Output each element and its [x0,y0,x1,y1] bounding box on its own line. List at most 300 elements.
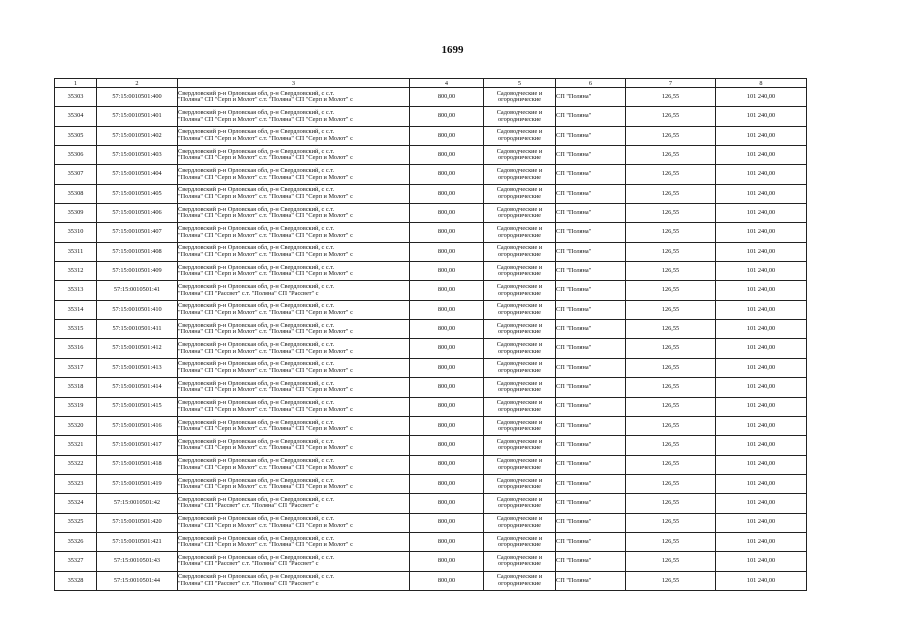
area-value: 800,00 [410,397,484,416]
unit-price: 126,55 [626,107,716,126]
row-number: 35304 [55,107,97,126]
land-use-line-2: огороднические [498,425,541,433]
total-value: 101 240,00 [716,223,807,242]
table-row [55,281,807,300]
unit-price: 126,55 [626,320,716,339]
land-use-line-2: огороднические [498,192,541,200]
land-use-cell [484,223,556,242]
land-use-line-1: Садоводческие и [496,283,543,291]
land-use-line-1: Садоводческие и [496,302,543,310]
row-number: 35318 [55,378,97,397]
address-line-1: Свердловский р-н Орловская обл, р-н Свердловский, с с.т. [178,167,335,175]
total-value: 101 240,00 [716,532,807,551]
address-cell [178,474,410,493]
unit-price: 126,55 [626,552,716,571]
address-cell [178,262,410,281]
unit-price: 126,55 [626,358,716,377]
land-use-line-1: Садоводческие и [496,205,543,213]
table-row [55,242,807,261]
address-line-2: "Поляна" СП "Серп и Молот" с.т. "Поляна" СП "Серп и Молот" с [178,425,353,433]
area-value: 800,00 [410,455,484,474]
land-use-line-2: огороднические [498,173,541,181]
address-line-1: Свердловский р-н Орловская обл, р-н Свердловский, с с.т. [178,379,335,387]
cadastral-number: 57:15:0010501:419 [97,474,178,493]
address-line-1: Свердловский р-н Орловская обл, р-н Свердловский, с с.т. [178,553,335,561]
address-cell [178,242,410,261]
table-row [55,126,807,145]
land-use-line-2: огороднические [498,386,541,394]
land-use-cell [484,571,556,590]
address-line-1: Свердловский р-н Орловская обл, р-н Свердловский, с с.т. [178,147,335,155]
address-line-1: Свердловский р-н Орловская обл, р-н Свердловский, с с.т. [178,399,335,407]
land-use-line-2: огороднические [498,560,541,568]
total-value: 101 240,00 [716,455,807,474]
address-line-1: Свердловский р-н Орловская обл, р-н Свердловский, с с.т. [178,225,335,233]
land-use-line-2: огороднические [498,541,541,549]
land-use-line-2: огороднические [498,115,541,123]
total-value: 101 240,00 [716,416,807,435]
land-use-line-1: Садоводческие и [496,186,543,194]
address-line-2: "Поляна" СП "Серп и Молот" с.т. "Поляна" СП "Серп и Молот" с [178,192,353,200]
area-value: 800,00 [410,552,484,571]
owner-value: СП "Поляна" [556,532,626,551]
total-value: 101 240,00 [716,126,807,145]
land-use-cell [484,262,556,281]
table-row [55,204,807,223]
owner-value: СП "Поляна" [556,300,626,319]
address-line-2: "Поляна" СП "Серп и Молот" с.т. "Поляна" СП "Серп и Молот" с [178,541,353,549]
table-row [55,378,807,397]
address-line-1: Свердловский р-н Орловская обл, р-н Свердловский, с с.т. [178,437,335,445]
address-cell [178,513,410,532]
area-value: 800,00 [410,416,484,435]
land-use-cell [484,320,556,339]
table-row [55,513,807,532]
address-line-2: "Поляна" СП "Рассвет" с.т. "Поляна" СП "Рассвет" с [178,289,319,297]
owner-value: СП "Поляна" [556,436,626,455]
owner-value: СП "Поляна" [556,88,626,107]
land-use-cell [484,184,556,203]
area-value: 800,00 [410,262,484,281]
row-number: 35312 [55,262,97,281]
address-line-1: Свердловский р-н Орловская обл, р-н Свердловский, с с.т. [178,341,335,349]
cadastral-number: 57:15:0010501:44 [97,571,178,590]
column-header: 3 [178,79,410,88]
unit-price: 126,55 [626,378,716,397]
row-number: 35320 [55,416,97,435]
row-number: 35308 [55,184,97,203]
unit-price: 126,55 [626,494,716,513]
owner-value: СП "Поляна" [556,455,626,474]
owner-value: СП "Поляна" [556,165,626,184]
address-line-2: "Поляна" СП "Серп и Молот" с.т. "Поляна" СП "Серп и Молот" с [178,173,353,181]
land-use-cell [484,397,556,416]
cadastral-number: 57:15:0010501:411 [97,320,178,339]
unit-price: 126,55 [626,339,716,358]
land-use-line-2: огороднические [498,328,541,336]
land-use-line-2: огороднические [498,289,541,297]
address-line-2: "Поляна" СП "Серп и Молот" с.т. "Поляна" СП "Серп и Молот" с [178,405,353,413]
row-number: 35310 [55,223,97,242]
cadastral-number: 57:15:0010501:413 [97,358,178,377]
owner-value: СП "Поляна" [556,242,626,261]
address-cell [178,494,410,513]
address-line-2: "Поляна" СП "Рассвет" с.т. "Поляна" СП "Рассвет" с [178,579,319,587]
owner-value: СП "Поляна" [556,146,626,165]
row-number: 35316 [55,339,97,358]
owner-value: СП "Поляна" [556,184,626,203]
row-number: 35309 [55,204,97,223]
address-line-2: "Поляна" СП "Серп и Молот" с.т. "Поляна" СП "Серп и Молот" с [178,250,353,258]
land-use-line-2: огороднические [498,483,541,491]
row-number: 35325 [55,513,97,532]
address-line-1: Свердловский р-н Орловская обл, р-н Свердловский, с с.т. [178,360,335,368]
unit-price: 126,55 [626,281,716,300]
total-value: 101 240,00 [716,146,807,165]
table-row [55,88,807,107]
row-number: 35327 [55,552,97,571]
land-use-cell [484,436,556,455]
total-value: 101 240,00 [716,571,807,590]
table-row [55,552,807,571]
unit-price: 126,55 [626,223,716,242]
cadastral-number: 57:15:0010501:412 [97,339,178,358]
table-row [55,436,807,455]
land-use-line-2: огороднические [498,134,541,142]
land-use-cell [484,107,556,126]
land-use-line-1: Садоводческие и [496,534,543,542]
land-use-cell [484,339,556,358]
address-cell [178,339,410,358]
land-use-cell [484,204,556,223]
address-line-2: "Поляна" СП "Серп и Молот" с.т. "Поляна" СП "Серп и Молот" с [178,521,353,529]
cadastral-number: 57:15:0010501:402 [97,126,178,145]
row-number: 35322 [55,455,97,474]
land-use-line-2: огороднические [498,212,541,220]
page-number: 1699 [441,44,464,56]
table-row [55,300,807,319]
address-cell [178,455,410,474]
cadastral-number: 57:15:0010501:416 [97,416,178,435]
owner-value: СП "Поляна" [556,281,626,300]
address-line-2: "Поляна" СП "Серп и Молот" с.т. "Поляна" СП "Серп и Молот" с [178,115,353,123]
area-value: 800,00 [410,474,484,493]
area-value: 800,00 [410,532,484,551]
unit-price: 126,55 [626,242,716,261]
land-use-line-1: Садоводческие и [496,147,543,155]
land-use-cell [484,532,556,551]
table-row [55,107,807,126]
area-value: 800,00 [410,223,484,242]
unit-price: 126,55 [626,146,716,165]
unit-price: 126,55 [626,571,716,590]
land-use-line-2: огороднические [498,579,541,587]
land-use-cell [484,474,556,493]
address-line-2: "Поляна" СП "Серп и Молот" с.т. "Поляна" СП "Серп и Молот" с [178,386,353,394]
unit-price: 126,55 [626,88,716,107]
area-value: 800,00 [410,513,484,532]
land-use-line-2: огороднические [498,521,541,529]
area-value: 800,00 [410,204,484,223]
row-number: 35303 [55,88,97,107]
area-value: 800,00 [410,184,484,203]
land-use-line-2: огороднические [498,96,541,104]
cadastral-number: 57:15:0010501:418 [97,455,178,474]
owner-value: СП "Поляна" [556,262,626,281]
land-use-line-1: Садоводческие и [496,89,543,97]
cadastral-number: 57:15:0010501:404 [97,165,178,184]
table-row [55,358,807,377]
land-use-cell [484,494,556,513]
land-use-line-1: Садоводческие и [496,437,543,445]
row-number: 35324 [55,494,97,513]
area-value: 800,00 [410,571,484,590]
land-use-cell [484,358,556,377]
cadastral-number: 57:15:0010501:406 [97,204,178,223]
area-value: 800,00 [410,107,484,126]
cadastral-number: 57:15:0010501:409 [97,262,178,281]
area-value: 800,00 [410,88,484,107]
land-use-line-2: огороднические [498,308,541,316]
table-row [55,223,807,242]
address-line-1: Свердловский р-н Орловская обл, р-н Свердловский, с с.т. [178,109,335,117]
address-cell [178,378,410,397]
land-use-cell [484,513,556,532]
table-row [55,494,807,513]
total-value: 101 240,00 [716,300,807,319]
address-line-2: "Поляна" СП "Серп и Молот" с.т. "Поляна" СП "Серп и Молот" с [178,270,353,278]
table-row [55,571,807,590]
total-value: 101 240,00 [716,339,807,358]
total-value: 101 240,00 [716,107,807,126]
land-use-line-1: Садоводческие и [496,341,543,349]
land-use-cell [484,378,556,397]
column-header: 5 [484,79,556,88]
address-line-2: "Поляна" СП "Серп и Молот" с.т. "Поляна" СП "Серп и Молот" с [178,154,353,162]
area-value: 800,00 [410,378,484,397]
unit-price: 126,55 [626,262,716,281]
address-cell [178,300,410,319]
unit-price: 126,55 [626,474,716,493]
cadastral-number: 57:15:0010501:408 [97,242,178,261]
table-row [55,146,807,165]
land-use-line-1: Садоводческие и [496,225,543,233]
table-header [55,79,807,88]
cadastral-number: 57:15:0010501:43 [97,552,178,571]
address-line-1: Свердловский р-н Орловская обл, р-н Свердловский, с с.т. [178,128,335,136]
area-value: 800,00 [410,339,484,358]
unit-price: 126,55 [626,397,716,416]
total-value: 101 240,00 [716,165,807,184]
column-header: 1 [55,79,97,88]
land-use-cell [484,165,556,184]
column-header: 6 [556,79,626,88]
owner-value: СП "Поляна" [556,552,626,571]
address-line-1: Свердловский р-н Орловская обл, р-н Свердловский, с с.т. [178,283,335,291]
address-cell [178,184,410,203]
address-cell [178,532,410,551]
address-line-1: Свердловский р-н Орловская обл, р-н Свердловский, с с.т. [178,476,335,484]
cadastral-number: 57:15:0010501:403 [97,146,178,165]
cadastral-number: 57:15:0010501:405 [97,184,178,203]
address-line-2: "Поляна" СП "Серп и Молот" с.т. "Поляна" СП "Серп и Молот" с [178,134,353,142]
land-use-line-1: Садоводческие и [496,360,543,368]
area-value: 800,00 [410,300,484,319]
address-line-1: Свердловский р-н Орловская обл, р-н Свердловский, с с.т. [178,534,335,542]
land-use-line-1: Садоводческие и [496,573,543,581]
area-value: 800,00 [410,242,484,261]
cadastral-number: 57:15:0010501:41 [97,281,178,300]
address-line-2: "Поляна" СП "Серп и Молот" с.т. "Поляна" СП "Серп и Молот" с [178,308,353,316]
register-table [54,78,807,591]
unit-price: 126,55 [626,436,716,455]
area-value: 800,00 [410,165,484,184]
address-cell [178,320,410,339]
cadastral-number: 57:15:0010501:414 [97,378,178,397]
table-row [55,165,807,184]
address-line-2: "Поляна" СП "Серп и Молот" с.т. "Поляна" СП "Серп и Молот" с [178,463,353,471]
area-value: 800,00 [410,281,484,300]
owner-value: СП "Поляна" [556,320,626,339]
land-use-line-2: огороднические [498,366,541,374]
cadastral-number: 57:15:0010501:420 [97,513,178,532]
row-number: 35305 [55,126,97,145]
owner-value: СП "Поляна" [556,358,626,377]
total-value: 101 240,00 [716,184,807,203]
area-value: 800,00 [410,436,484,455]
owner-value: СП "Поляна" [556,494,626,513]
address-cell [178,436,410,455]
land-use-line-1: Садоводческие и [496,495,543,503]
owner-value: СП "Поляна" [556,416,626,435]
total-value: 101 240,00 [716,436,807,455]
land-use-line-2: огороднические [498,231,541,239]
address-line-1: Свердловский р-н Орловская обл, р-н Свердловский, с с.т. [178,457,335,465]
address-cell [178,571,410,590]
address-cell [178,552,410,571]
total-value: 101 240,00 [716,358,807,377]
address-line-1: Свердловский р-н Орловская обл, р-н Свердловский, с с.т. [178,573,335,581]
column-header: 8 [716,79,807,88]
column-header: 7 [626,79,716,88]
land-use-line-1: Садоводческие и [496,244,543,252]
owner-value: СП "Поляна" [556,339,626,358]
owner-value: СП "Поляна" [556,223,626,242]
unit-price: 126,55 [626,204,716,223]
total-value: 101 240,00 [716,552,807,571]
land-use-line-1: Садоводческие и [496,457,543,465]
owner-value: СП "Поляна" [556,513,626,532]
land-use-line-1: Садоводческие и [496,263,543,271]
address-line-1: Свердловский р-н Орловская обл, р-н Свердловский, с с.т. [178,244,335,252]
table-row [55,184,807,203]
land-use-cell [484,455,556,474]
area-value: 800,00 [410,126,484,145]
unit-price: 126,55 [626,416,716,435]
address-cell [178,358,410,377]
row-number: 35311 [55,242,97,261]
land-use-line-2: огороднические [498,463,541,471]
row-number: 35319 [55,397,97,416]
column-header: 2 [97,79,178,88]
address-line-2: "Поляна" СП "Серп и Молот" с.т. "Поляна" СП "Серп и Молот" с [178,96,353,104]
total-value: 101 240,00 [716,242,807,261]
cadastral-number: 57:15:0010501:417 [97,436,178,455]
land-use-cell [484,300,556,319]
address-line-1: Свердловский р-н Орловская обл, р-н Свердловский, с с.т. [178,495,335,503]
table-row [55,320,807,339]
land-use-line-2: огороднические [498,154,541,162]
row-number: 35317 [55,358,97,377]
land-use-line-1: Садоводческие и [496,553,543,561]
total-value: 101 240,00 [716,494,807,513]
address-cell [178,165,410,184]
area-value: 800,00 [410,358,484,377]
table-row [55,339,807,358]
owner-value: СП "Поляна" [556,571,626,590]
table-row [55,416,807,435]
total-value: 101 240,00 [716,513,807,532]
cadastral-number: 57:15:0010501:407 [97,223,178,242]
total-value: 101 240,00 [716,262,807,281]
land-use-line-1: Садоводческие и [496,167,543,175]
land-use-line-2: огороднические [498,250,541,258]
owner-value: СП "Поляна" [556,474,626,493]
area-value: 800,00 [410,494,484,513]
row-number: 35328 [55,571,97,590]
land-use-cell [484,552,556,571]
address-line-1: Свердловский р-н Орловская обл, р-н Свердловский, с с.т. [178,205,335,213]
address-cell [178,126,410,145]
land-use-cell [484,416,556,435]
area-value: 800,00 [410,320,484,339]
unit-price: 126,55 [626,300,716,319]
land-use-line-2: огороднические [498,444,541,452]
address-line-1: Свердловский р-н Орловская обл, р-н Свердловский, с с.т. [178,302,335,310]
address-line-1: Свердловский р-н Орловская обл, р-н Свердловский, с с.т. [178,418,335,426]
total-value: 101 240,00 [716,320,807,339]
row-number: 35315 [55,320,97,339]
table-row [55,262,807,281]
table-row [55,474,807,493]
address-cell [178,107,410,126]
row-number: 35313 [55,281,97,300]
row-number: 35306 [55,146,97,165]
land-use-line-1: Садоводческие и [496,476,543,484]
address-cell [178,88,410,107]
address-cell [178,416,410,435]
area-value: 800,00 [410,146,484,165]
address-cell [178,204,410,223]
address-cell [178,397,410,416]
unit-price: 126,55 [626,126,716,145]
owner-value: СП "Поляна" [556,397,626,416]
total-value: 101 240,00 [716,88,807,107]
total-value: 101 240,00 [716,397,807,416]
cadastral-number: 57:15:0010501:410 [97,300,178,319]
owner-value: СП "Поляна" [556,126,626,145]
address-line-1: Свердловский р-н Орловская обл, р-н Свердловский, с с.т. [178,89,335,97]
row-number: 35314 [55,300,97,319]
address-line-1: Свердловский р-н Орловская обл, р-н Свердловский, с с.т. [178,263,335,271]
total-value: 101 240,00 [716,378,807,397]
table-row [55,397,807,416]
address-cell [178,281,410,300]
row-number: 35323 [55,474,97,493]
land-use-line-1: Садоводческие и [496,109,543,117]
owner-value: СП "Поляна" [556,378,626,397]
total-value: 101 240,00 [716,204,807,223]
